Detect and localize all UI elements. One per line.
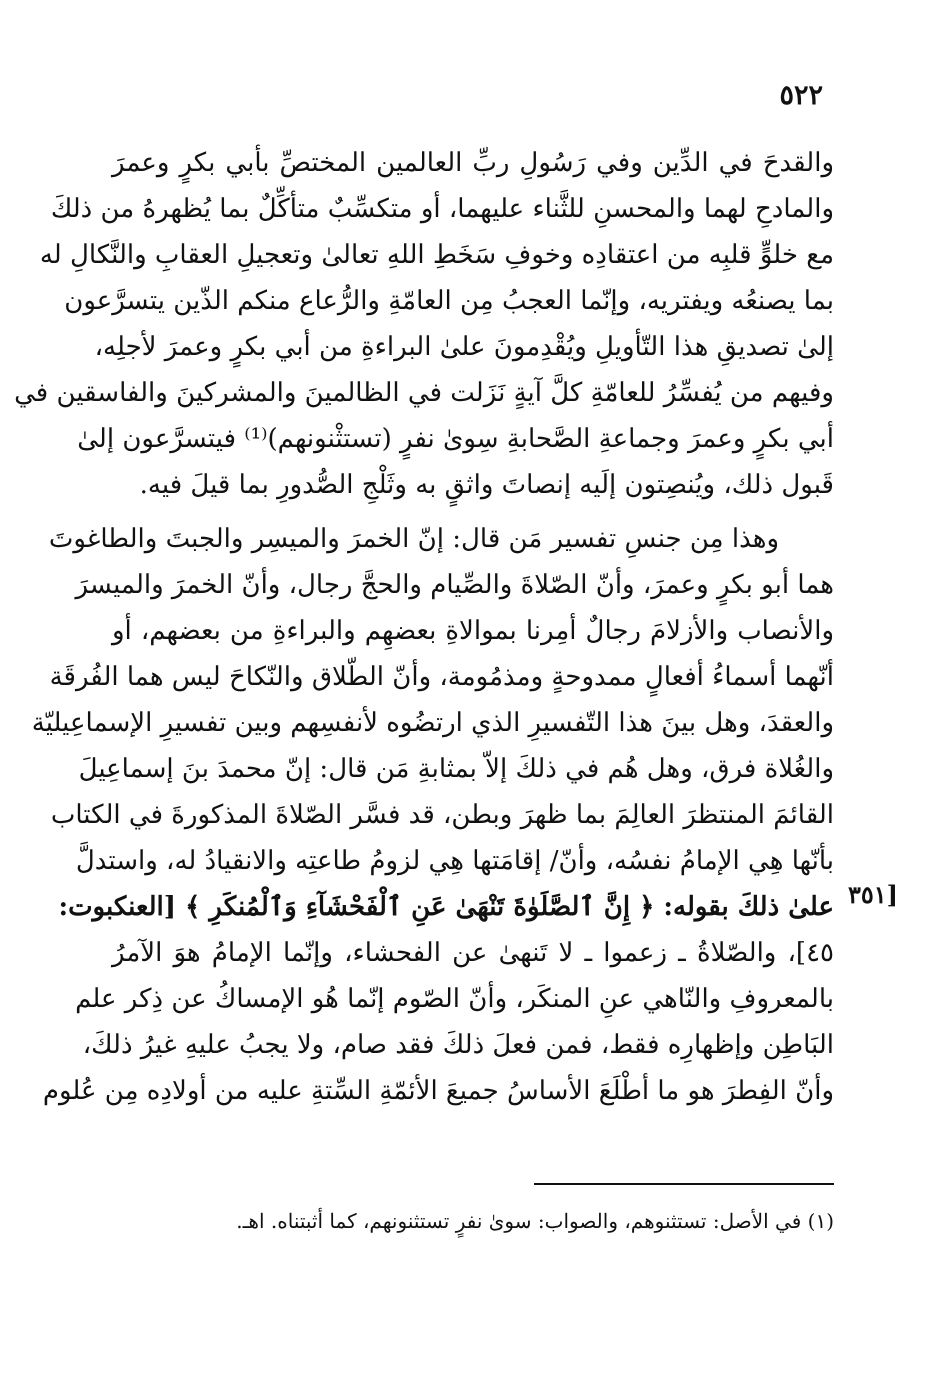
text-line: وأنّ الفِطرَ هو ما أطْلَعَ الأساسُ جميعَ الأئمّةِ السِّتةِ عليه من أولادِه مِن عُلوم: [42, 1076, 834, 1106]
paragraph-1: [14, 140, 834, 508]
text-line: والعقدَ، وهل بينَ هذا التّفسيرِ الذي ارتضُوه لأنفسِهم وبين تفسيرِ الإسماعِيليّة: [31, 708, 834, 738]
text-line: مع خلوٍّ قلبِه من اعتقادِه وخوفِ سَخَطِ اللهِ تعالىٰ وتعجيلِ العقابِ والنَّكالِ له: [39, 240, 834, 270]
text-line: إلىٰ تصديقِ هذا التّأويلِ ويُقْدِمونَ علىٰ البراءةِ من أبي بكرٍ وعمرَ لأجلِه،: [94, 332, 834, 362]
page-number: ٥٢٢: [779, 80, 823, 111]
text-line: قَبول ذلك، ويُنصِتون إلَيه إنصاتَ واثقٍ به وثَلْجِ الصُّدورِ بما قيلَ فيه.: [139, 470, 834, 500]
text-line: وفيهم من يُفسِّرُ للعامّةِ كلَّ آيةٍ نَزَلت في الظالمينَ والمشركينَ والفاسقين في: [14, 378, 834, 408]
text-line: والأنصاب والأزلامَ رجالٌ أمِرنا بموالاةِ بعضهِم والبراءةِ من بعضهم، أو: [112, 616, 834, 646]
footnote: (١) في الأصل: تستثنوهم، والصواب: سوىٰ نفرٍ تستثنونهم، كما أثبتناه. اهـ.: [236, 1209, 834, 1233]
text-line: البَاطِن وإظهارِه فقط، فمن فعلَ ذلكَ فقد صام، ولا يجبُ عليهِ غيرُ ذلكَ،: [82, 1030, 834, 1060]
paragraph-2: [31, 516, 834, 1114]
main-text: [14, 140, 834, 1114]
text-line: والمادحِ لهما والمحسنِ للثَّناء عليهما، أو متكسِّبٌ متأكِّلٌ بما يُظهرهُ من ذلكَ: [50, 194, 834, 224]
text-line: هما أبو بكرٍ وعمرَ، وأنّ الصّلاةَ والصِّيام والحجَّ رجال، وأنّ الخمرَ والميسرَ: [75, 570, 834, 600]
text-line: والقدحَ في الدِّين وفي رَسُولِ ربِّ العالمين المختصِّ بأبي بكرٍ وعمرَ: [112, 148, 834, 178]
margin-page-reference: [٣٥١: [848, 880, 899, 909]
footnote-divider: [534, 1183, 834, 1185]
text-line-quran-verse: علىٰ ذلكَ بقوله: ﴿ إِنَّ ٱلصَّلَوٰةَ تَنْهَىٰ عَنِ ٱلْفَحْشَآءِ وَٱلْمُنكَرِ ﴾ [العنكبوت:: [58, 892, 834, 922]
text-line: بما يصنعُه ويفتريه، وإنّما العجبُ مِن العامّةِ والرُّعاع منكم الذّين يتسرَّعون: [64, 286, 834, 316]
text-line: القائمَ المنتظرَ العالِمَ بما ظهرَ وبطن، قد فسَّر الصّلاةَ المذكورةَ في الكتاب: [50, 800, 834, 830]
text-line: وهذا مِن جنسِ تفسير مَن قال: إنّ الخمرَ والميسِر والجبتَ والطاغوتَ: [48, 524, 779, 554]
text-line: بأنّها هِي الإمامُ نفسُه، وأنّ/ إقامَتها هِي لزومُ طاعتِه والانقيادُ له، واستدلَّ: [75, 846, 834, 876]
text-line: أنّهما أسماءُ أفعالٍ ممدوحةٍ ومذمُومة، وأنّ الطّلاق والنّكاحَ ليس هما الفُرقَة: [49, 662, 834, 692]
text-line: والغُلاة فرق، وهل هُم في ذلكَ إلاّ بمثابةِ مَن قال: إنّ محمدَ بنَ إسماعِيلَ: [78, 754, 834, 784]
text-line: بالمعروفِ والنّاهي عنِ المنكَر، وأنّ الصّوم إنّما هُو الإمساكُ عن ذِكر علم: [75, 984, 834, 1014]
text-line: أبي بكرٍ وعمرَ وجماعةِ الصَّحابةِ سِوىٰ نفرٍ (تستثْنونهم)⁽¹⁾ فيتسرَّعون إلىٰ: [77, 424, 834, 454]
text-line: ٤٥]، والصّلاةُ ـ زعموا ـ لا تَنهىٰ عن الفحشاء، وإنّما الإمامُ هوَ الآمرُ: [112, 938, 834, 968]
